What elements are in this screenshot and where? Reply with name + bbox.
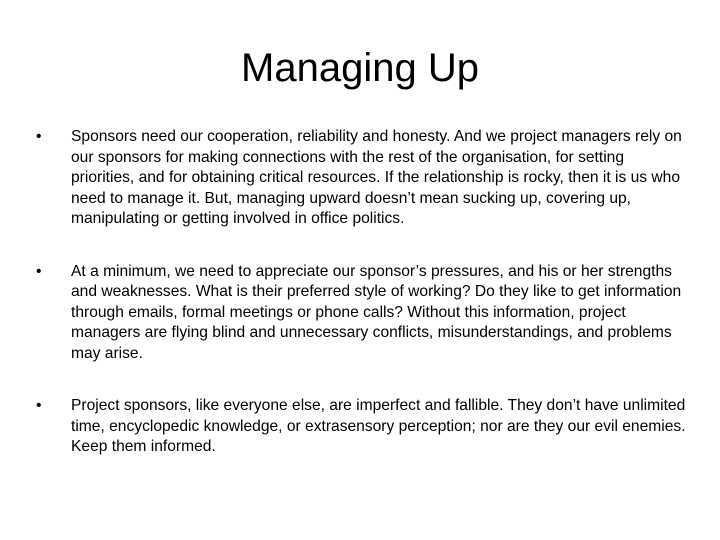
bullet-item-2 [36, 262, 686, 365]
bullet-text: At a minimum, we need to appreciate our sponsor’s pressures, and his or her strengths and weaknesses. What is their preferred style of working? Do they like to get information through emails, formal meetings or phone calls? Without this information, project managers are flying blind and unnecessary conflicts, misunderstandings, and problems may arise. [71, 262, 682, 362]
bullet-item-1 [36, 127, 686, 230]
bullet-dot-icon: • [36, 128, 42, 145]
slide-title: Managing Up [241, 46, 479, 90]
bullet-text: Sponsors need our cooperation, reliability and honesty. And we project managers rely on our sponsors for making connections with the rest of the organisation, for setting priorities, and for obtaining critical resources. If the relationship is rocky, then it is us who need to manage it. But, managing upward doesn’t mean sucking up, covering up, manipulating or getting involved in office politics. [71, 128, 682, 227]
bullet-text: Project sponsors, like everyone else, are imperfect and fallible. They don’t have unlimited time, encyclopedic knowledge, or extrasensory perception; nor are they our evil enemies. Keep them informed. [71, 397, 686, 455]
bullet-dot-icon: • [36, 262, 42, 280]
bullet-list [36, 127, 686, 458]
bullet-dot-icon: • [36, 397, 42, 414]
bullet-item-3 [36, 396, 686, 458]
